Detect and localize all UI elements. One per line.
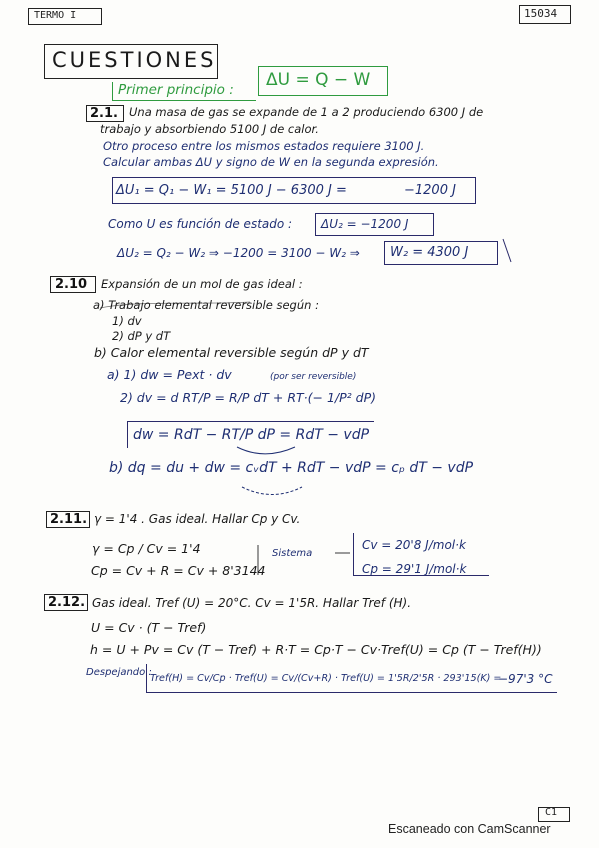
problem-2-12-eq-final: Tref(H) = Cv/Cp · Tref(U) = Cv/(Cv+R) · Tref(U) = 1'5R/2'5R · 293'15(K) = (150, 673, 502, 684)
eq-a1: a) 1) dw = Pext · dv (107, 367, 232, 382)
page-title: CUESTIONES (52, 48, 217, 72)
problem-2-11-eq-cp: Cp = Cv + R = Cv + 8'3144 (91, 563, 266, 578)
problem-2-12-result: −97'3 °C (498, 672, 553, 686)
problem-2-1-line-4: Calcular ambas ΔU y signo de W en la segunda expresión. (103, 155, 439, 169)
camscanner-watermark: Escaneado con CamScanner (388, 822, 551, 836)
problem-2-10-line-2: a) Trabajo elemental reversible según : (93, 298, 319, 312)
eq-b: b) dq = du + dw = cᵥdT + RdT − vdP = cₚ dT − vdP (109, 460, 474, 476)
problem-2-11-system: Sistema (272, 548, 313, 559)
eq-a2: 2) dv = d RT/P = R/P dT + RT·(− 1/P² dP) (120, 390, 377, 405)
problem-2-1-number: 2.1. (90, 106, 118, 121)
principle-formula: ΔU = Q − W (266, 70, 371, 90)
problem-2-10-line-1: Expansión de un mol de gas ideal : (101, 277, 303, 291)
problem-2-1-line-3: Otro proceso entre los mismos estados requiere 3100 J. (103, 139, 425, 153)
problem-2-10-line-5: b) Calor elemental reversible según dP y dT (94, 345, 369, 360)
eq-a3: dw = RdT − RT/P dP = RdT − vdP (133, 427, 370, 443)
problem-2-12-eq-u: U = Cv · (T − Tref) (91, 620, 207, 635)
problem-2-12-despejando: Despejando : (86, 667, 152, 678)
problem-2-11-number: 2.11. (50, 512, 88, 527)
problem-2-12-statement: Gas ideal. Tref (U) = 20°C. Cv = 1'5R. Hallar Tref (H). (92, 596, 412, 610)
eq3-result: W₂ = 4300 J (390, 245, 469, 260)
eq2-text: Como U es función de estado : (108, 217, 293, 231)
problem-2-11-eq-gamma: γ = Cp / Cv = 1'4 (92, 541, 201, 556)
eq1-result: −1200 J (404, 183, 456, 198)
problem-2-10-number: 2.10 (55, 277, 88, 292)
eq-a1-note: (por ser reversible) (270, 372, 357, 382)
problem-2-12-number: 2.12. (48, 595, 86, 610)
subject-label: TERMO I (34, 10, 77, 21)
problem-2-10-line-4: 2) dP y dT (112, 329, 171, 343)
code-label: 15034 (524, 7, 558, 20)
problem-2-11-statement: γ = 1'4 . Gas ideal. Hallar Cp y Cv. (94, 512, 301, 526)
eq3: ΔU₂ = Q₂ − W₂ ⇒ −1200 = 3100 − W₂ ⇒ (117, 246, 360, 260)
eq1: ΔU₁ = Q₁ − W₁ = 5100 J − 6300 J = (116, 183, 347, 198)
problem-2-11-result-cp: Cp = 29'1 J/mol·k (362, 562, 467, 576)
page-mark: C1 (545, 807, 558, 818)
problem-2-11-result-cv: Cv = 20'8 J/mol·k (362, 538, 466, 552)
problem-2-10-line-3: 1) dv (112, 314, 142, 328)
eq2-box-text: ΔU₂ = −1200 J (321, 217, 409, 231)
problem-2-12-eq-h: h = U + Pv = Cv (T − Tref) + R·T = Cp·T − Cv·Tref(U) = Cp (T − Tref(H)) (90, 642, 542, 657)
problem-2-1-line-2: trabajo y absorbiendo 5100 J de calor. (100, 122, 319, 136)
principle-label: Primer principio : (118, 82, 234, 98)
problem-2-1-line-1: Una masa de gas se expande de 1 a 2 produciendo 6300 J de (129, 105, 484, 119)
